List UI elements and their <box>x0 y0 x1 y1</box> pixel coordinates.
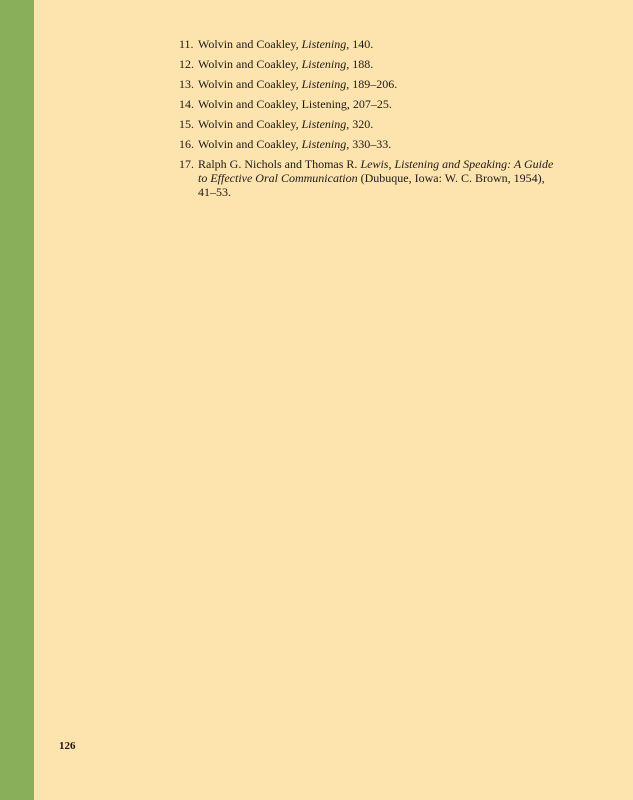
endnote-number: 11. <box>179 37 194 51</box>
endnote-17 <box>179 157 559 199</box>
endnote-14 <box>179 97 559 111</box>
endnote-text: Wolvin and Coakley, <box>198 57 302 71</box>
endnote-title: Listening, <box>301 137 350 151</box>
endnote-11 <box>179 37 559 51</box>
endnote-13 <box>179 77 559 91</box>
endnote-title: Listening, <box>301 37 350 51</box>
endnote-number: 17. <box>179 157 194 171</box>
endnote-text: 320. <box>349 117 374 131</box>
endnote-title: Listening, <box>301 57 350 71</box>
endnote-16 <box>179 137 559 151</box>
endnote-number: 13. <box>179 77 194 91</box>
endnote-title: Lewis, Listening and Speaking: A Guide to Effective Oral Communication <box>198 157 554 185</box>
endnotes-list <box>179 37 559 205</box>
endnote-number: 16. <box>179 137 194 151</box>
endnote-text: Wolvin and Coakley, <box>198 117 302 131</box>
endnote-text: 330–33. <box>349 137 392 151</box>
endnote-text: (Dubuque, Iowa: W. C. Brown, 1954), 41–53. <box>198 171 545 199</box>
endnote-title: Listening, <box>301 117 350 131</box>
side-color-band <box>0 0 34 800</box>
endnote-text: Wolvin and Coakley, <box>198 137 302 151</box>
endnote-text: Wolvin and Coakley, <box>198 37 302 51</box>
endnote-text: 188. <box>349 57 374 71</box>
endnote-12 <box>179 57 559 71</box>
endnote-number: 14. <box>179 97 194 111</box>
endnote-number: 12. <box>179 57 194 71</box>
endnote-text: 189–206. <box>349 77 398 91</box>
endnote-number: 15. <box>179 117 194 131</box>
endnote-15 <box>179 117 559 131</box>
endnote-text: Ralph G. Nichols and Thomas R. <box>198 157 361 171</box>
endnote-text: Wolvin and Coakley, <box>198 77 302 91</box>
endnote-title: Listening, <box>301 77 350 91</box>
endnote-text: 140. <box>349 37 374 51</box>
endnote-text: Wolvin and Coakley, Listening, 207–25. <box>198 97 392 111</box>
page-number: 126 <box>59 740 76 752</box>
